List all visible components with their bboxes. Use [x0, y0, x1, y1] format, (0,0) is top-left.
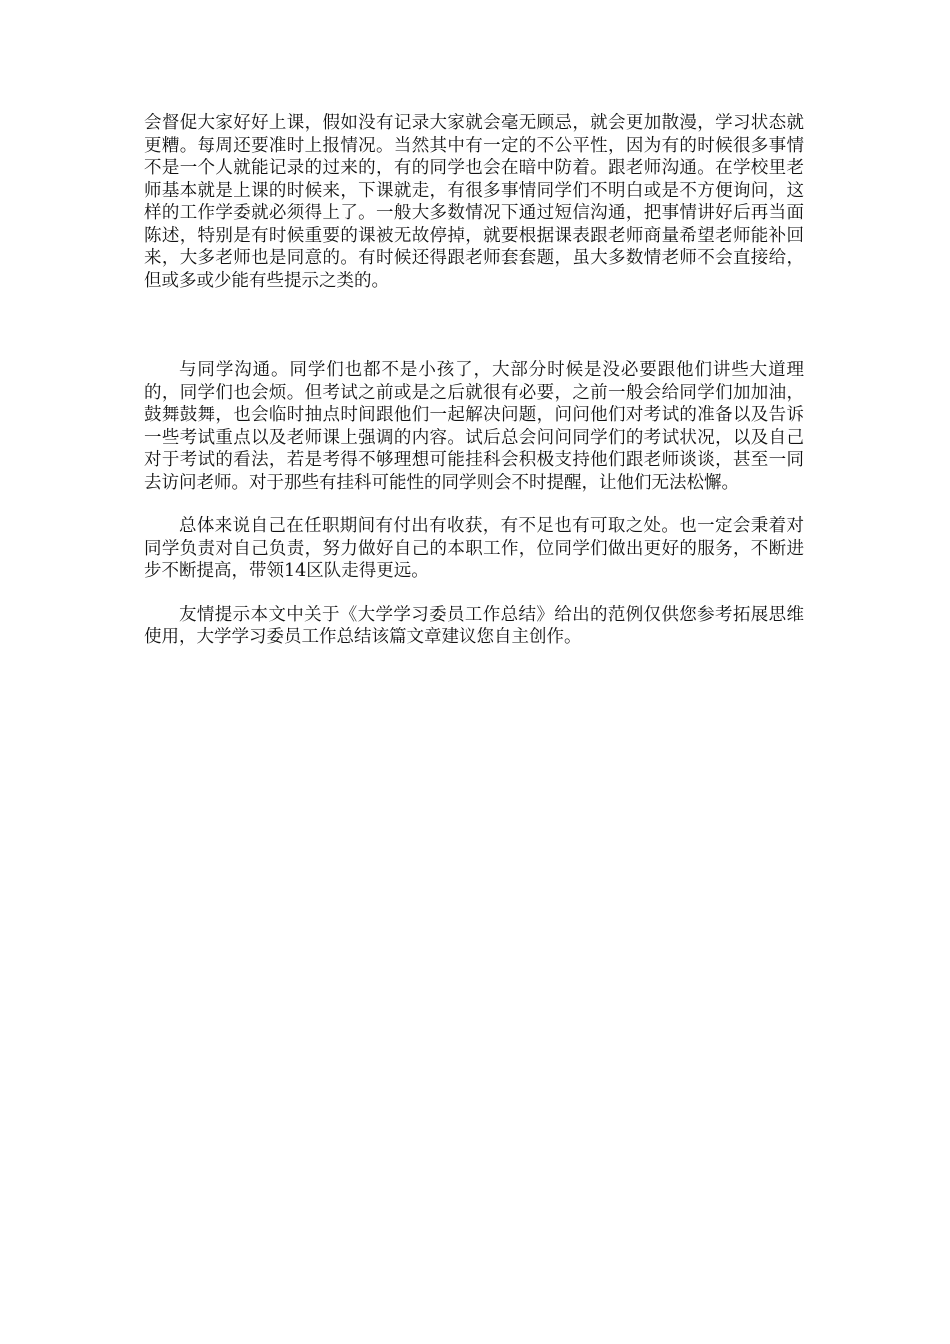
- document-body: [144, 112, 804, 649]
- paragraph-continued: 会督促大家好好上课，假如没有记录大家就会毫无顾忌，就会更加散漫，学习状态就更糟。每周还要准时上报情况。当然其中有一定的不公平性，因为有的时候很多事情不是一个人就能记录的过来的，有的同学也会在暗中防着。跟老师沟通。在学校里老师基本就是上课的时候来，下课就走，有很多事情同学们不明白或是不方便询问，这样的工作学委就必须得上了。一般大多数情况下通过短信沟通，把事情讲好后再当面陈述，特别是有时候重要的课被无故停掉，就要根据课表跟老师商量希望老师能补回来，大多老师也是同意的。有时候还得跟老师套套题，虽大多数情老师不会直接给，但或多或少能有些提示之类的。: [144, 113, 804, 291]
- paragraph-disclaimer: 友情提示本文中关于《大学学习委员工作总结》给出的范例仅供您参考拓展思维使用，大学学习委员工作总结该篇文章建议您自主创作。: [144, 604, 804, 647]
- paragraph-classmate-communication: 与同学沟通。同学们也都不是小孩了，大部分时候是没必要跟他们讲些大道理的，同学们也会烦。但考试之前或是之后就很有必要，之前一般会给同学们加加油，鼓舞鼓舞，也会临时抽点时间跟他们一起解决问题，问问他们对考试的准备以及告诉一些考试重点以及老师课上强调的内容。试后总会问问同学们的考试状况，以及自己对于考试的看法，若是考得不够理想可能挂科会积极支持他们跟老师谈谈，甚至一同去访问老师。对于那些有挂科可能性的同学则会不时提醒，让他们无法松懈。: [144, 360, 804, 493]
- paragraph-summary: 总体来说自己在任职期间有付出有收获，有不足也有可取之处。也一定会秉着对同学负责对自己负责，努力做好自己的本职工作，位同学们做出更好的服务，不断进步不断提高，带领14区队走得更远。: [144, 516, 804, 581]
